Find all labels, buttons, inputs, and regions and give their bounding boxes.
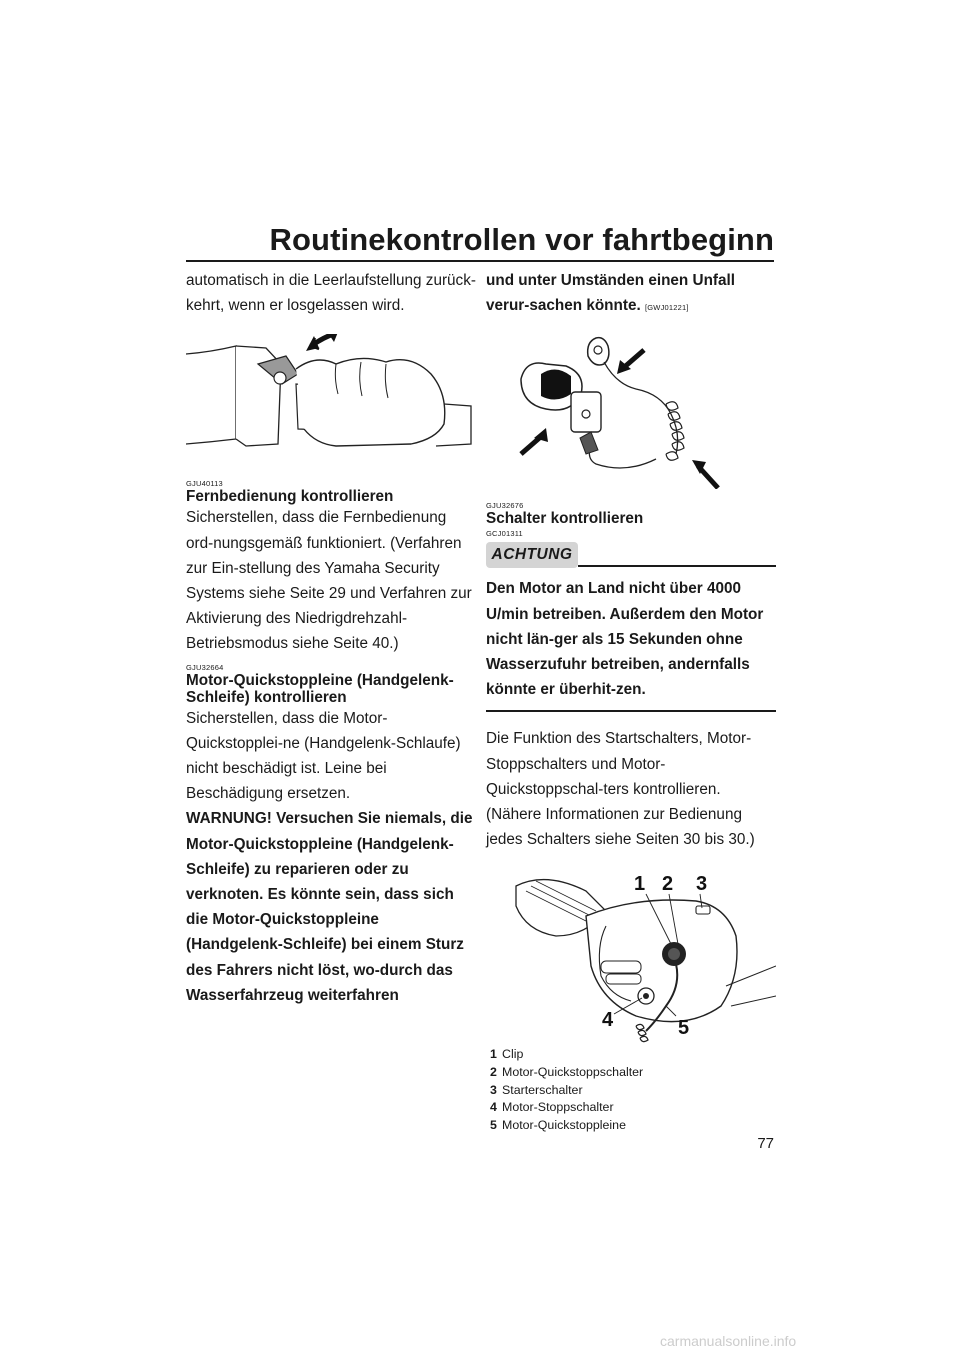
figure-legend [486,1046,776,1134]
callout-4: 4 [602,1009,614,1032]
caution-rule [578,565,776,567]
hand-throttle-drawing [186,334,476,459]
caution-code: GCJ01311 [486,529,523,539]
callout-3: 3 [696,873,708,896]
legend-item: 2 Motor-Quickstoppschalter [490,1065,644,1080]
callout-1: 1 [634,873,646,896]
lanyard-drawing [486,334,776,489]
switch-drawing [486,866,776,1046]
legend-item: 4 Motor-Stoppschalter [490,1100,614,1115]
section-heading: Motor-Quickstoppleine (Handgelenk-Schleife) kontrollieren [186,671,454,706]
section-body: Die Funktion des Startschalters, Motor-Stoppschalters und Motor-Quickstoppschal-ters kontrollieren. (Nähere Informationen zur Bedienung jedes Schalters siehe Seiten 30 bis 30.) [486,730,755,849]
legend-item: 1 Clip [490,1047,524,1062]
right-column [486,268,776,1134]
caution-label: ACHTUNG [486,542,578,568]
legend-item: 3 Starterschalter [490,1082,583,1097]
callout-5: 5 [678,1017,690,1040]
page-number: 77 [757,1135,774,1152]
warning-code: [GWJ01221] [644,303,689,313]
warning-text: WARNUNG! Versuchen Sie niemals, die Motor-Quickstoppleine (Handgelenk-Schleife) zu reparieren oder zu verknoten. Es könnte sein, dass sich die Motor-Quickstoppleine (Handgelenk-Schleife) bei einem Sturz des Fahrers nicht löst, wo-durch das Wasserfahrzeug weiterfahren [186,810,473,1004]
switch-illustration [486,866,776,1046]
section-heading: Fernbedienung kontrollieren [186,488,394,506]
section-body: Sicherstellen, dass die Fernbedienung ord-nungsgemäß funktioniert. (Verfahren zur Ein-stellung des Yamaha Security Systems siehe Seite 29 und Verfahren zur Aktivierung des Niedrigdrehzahl-Betriebsmodus siehe Seite 40.) [186,509,472,653]
section-code: GJU40113 [186,479,223,489]
lanyard-illustration [486,334,776,489]
callout-2: 2 [662,873,674,896]
throttle-hand-illustration [186,334,476,459]
caution-banner [486,542,776,576]
left-column [186,268,476,1008]
header-rule [186,260,774,262]
section-code: GJU32664 [186,662,224,672]
section-body: Sicherstellen, dass die Motor-Quickstopplei-ne (Handgelenk-Schlaufe) nicht beschädigt ist. Leine bei Beschädigung ersetzen. [186,709,461,803]
legend-item: 5 Motor-Quickstoppleine [490,1117,626,1132]
section-heading: Schalter kontrollieren [486,510,644,528]
section-code: GJU32676 [486,501,524,511]
page-title: Routinekontrollen vor fahrtbeginn [269,222,774,257]
caution-text: Den Motor an Land nicht über 4000 U/min betreiben. Außerdem den Motor nicht län-ger als 15 Sekunden ohne Wasserzufuhr betreiben, andernfalls könnte er überhit-zen. [486,580,764,699]
caution-end-rule [486,710,776,712]
watermark: carmanualsonline.info [660,1333,797,1349]
intro-text: automatisch in die Leerlaufstellung zurück-kehrt, wenn er losgelassen wird. [186,272,476,315]
warning-continued: und unter Umständen einen Unfall verur-sachen könnte. [GWJ01221] [486,272,736,315]
